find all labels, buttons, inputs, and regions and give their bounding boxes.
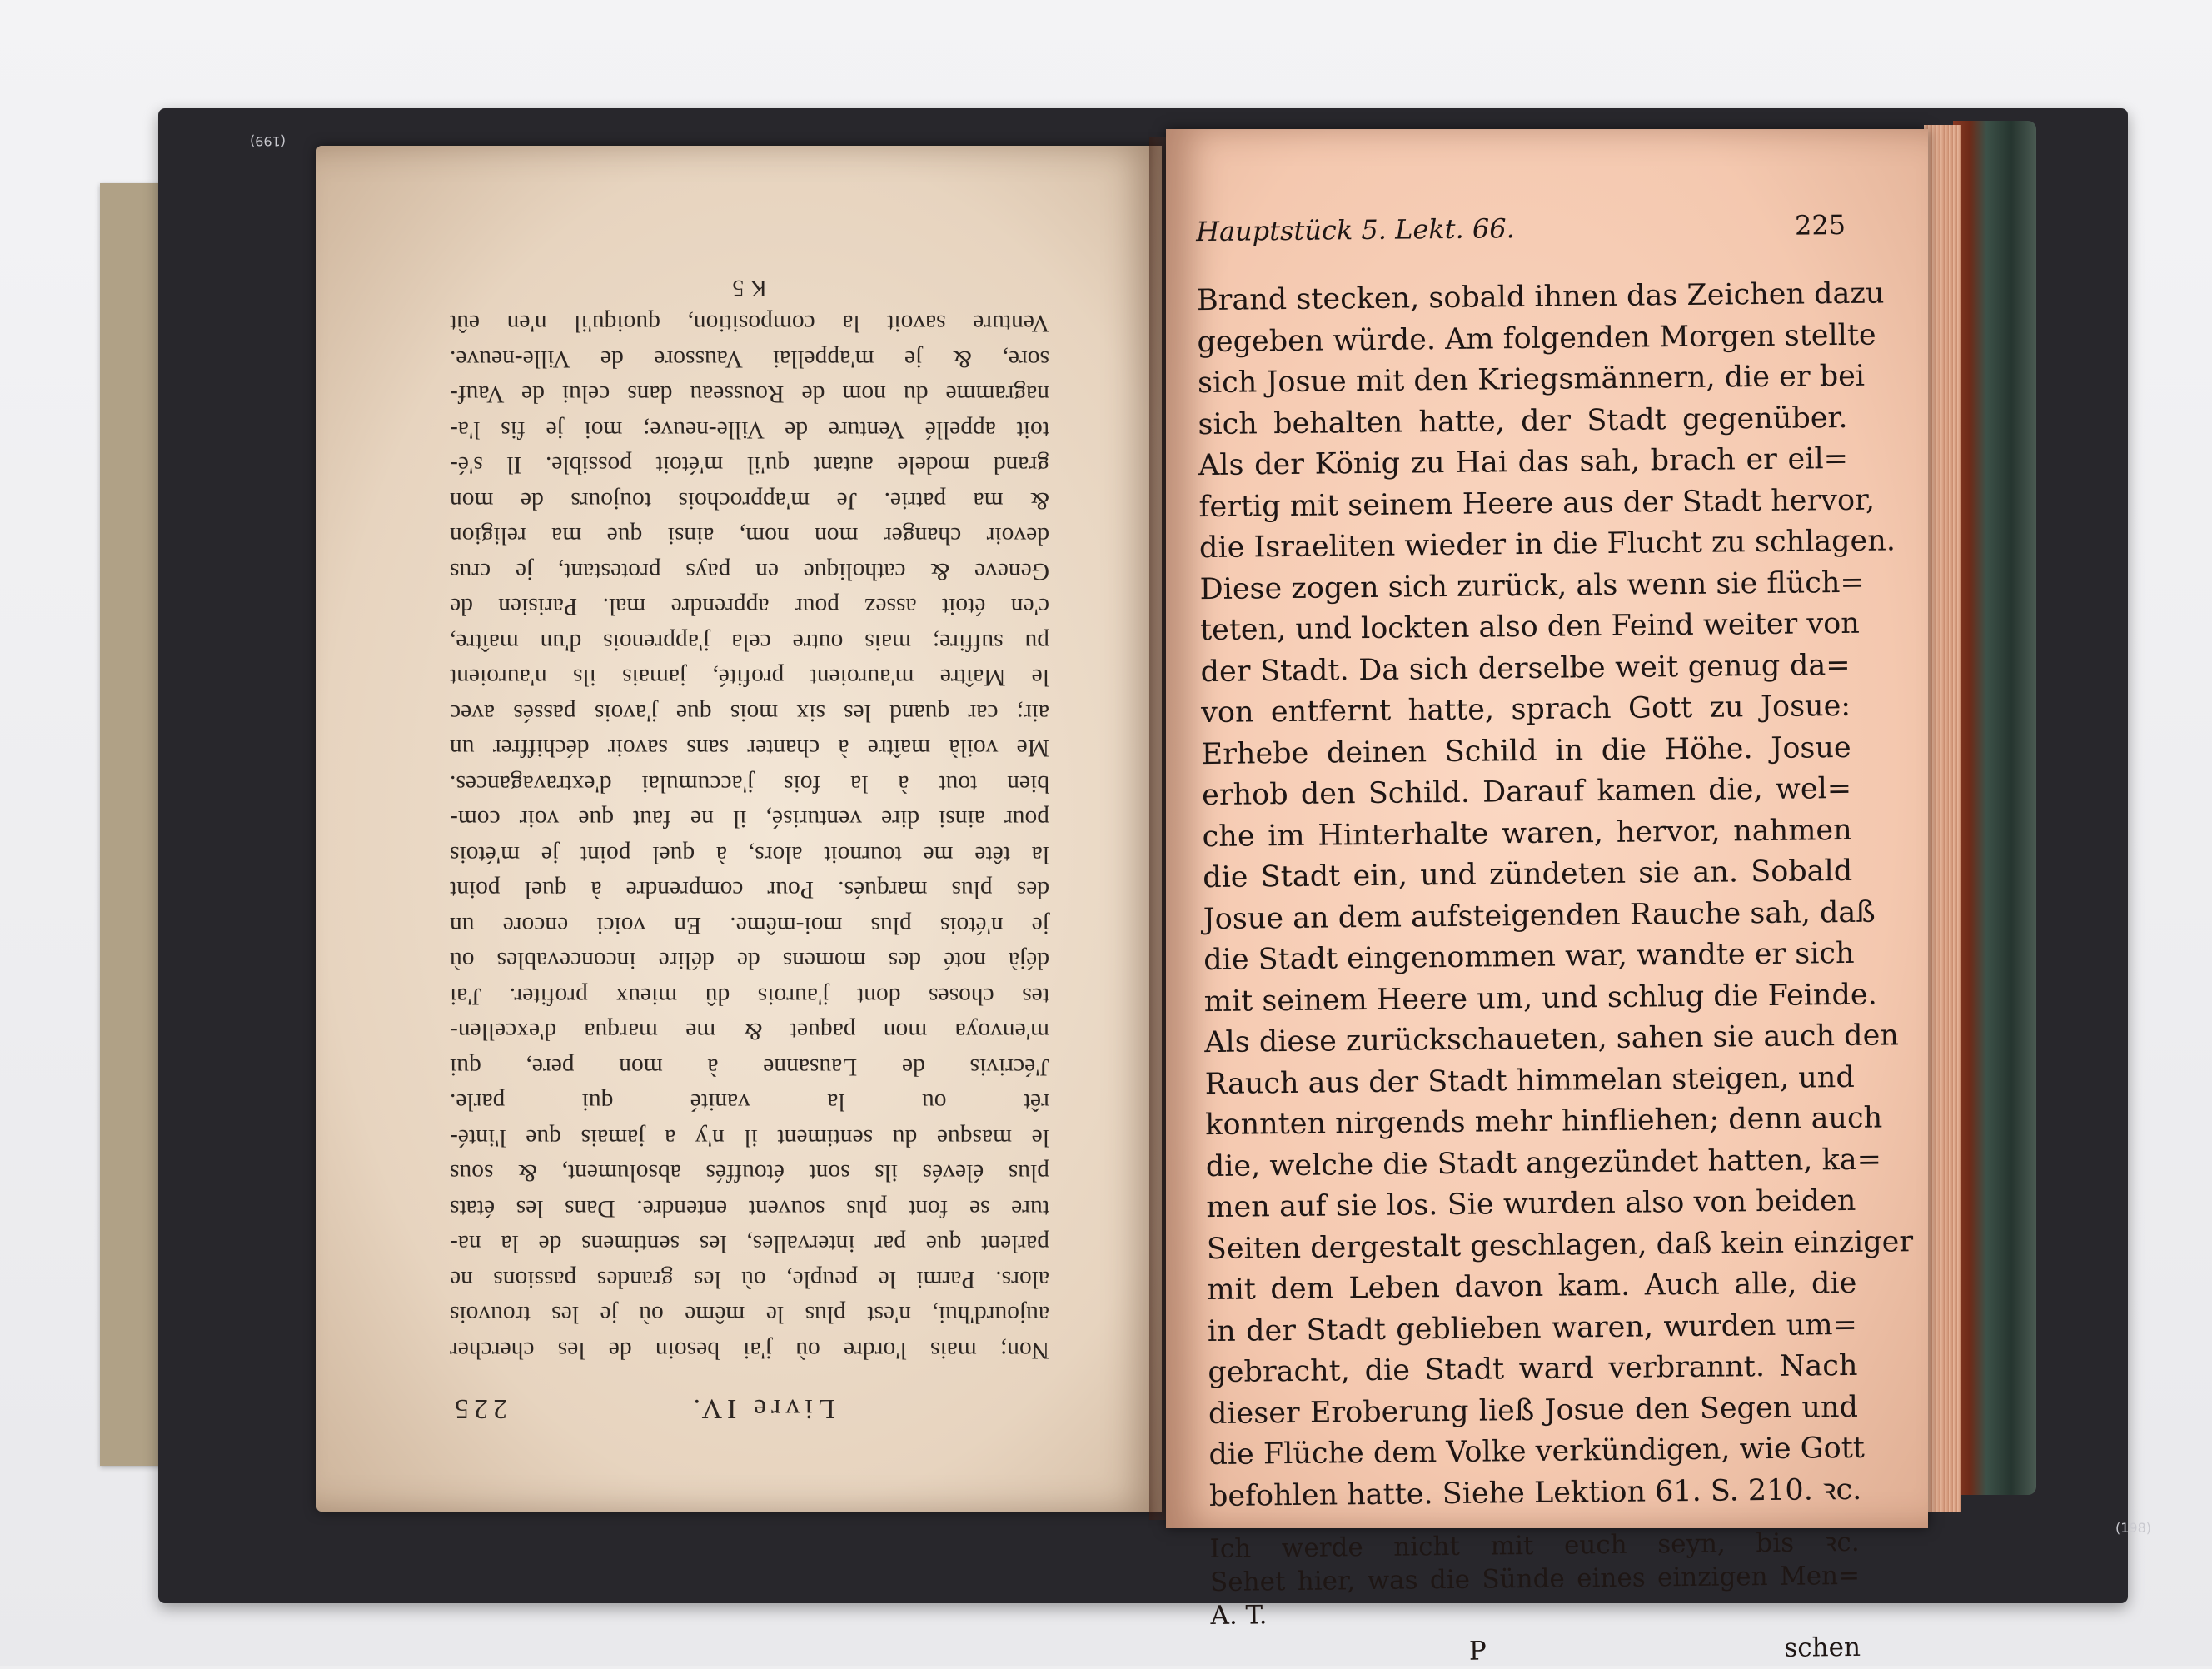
text-line: déjà noté des momens de délire inconcevables où: [450, 947, 1049, 974]
right-page: [1166, 129, 1928, 1667]
text-line: sich Josue mit den Kriegsmännern, die er bei: [1197, 359, 1866, 401]
text-line: che im Hinterhalte waren, hervor, nahmen: [1202, 813, 1852, 854]
text-line: & ma patrie. Je m'approchois toujours de mon: [450, 487, 1049, 514]
text-line: pu suffire; mais outre cela j'apprenois d'un maître,: [450, 629, 1049, 655]
text-line: grand modele autant qu'il m'étoit possible. Il s'é-: [450, 451, 1049, 479]
right-page-signature-mark: P: [1468, 1636, 1487, 1667]
text-line: la tête me tournoit alors, à quel point je m'étois: [450, 841, 1049, 868]
text-line: Geneve & catholique en pays protestant, je crus: [450, 558, 1049, 585]
text-line: Josue an dem aufsteigenden Rauche sah, daß: [1203, 895, 1876, 936]
text-line: von entfernt hatte, sprach Gott zu Josue:: [1200, 689, 1851, 730]
text-line: air; car quand les six mois que j'avois passés avec: [450, 700, 1049, 726]
text-line: teten, und lockten also den Feind weiter von: [1199, 606, 1860, 648]
text-line: Als der König zu Hai das sah, brach er eil=: [1198, 441, 1849, 483]
text-line: Venture savoit la composition, quoiqu'il n'en eût: [450, 310, 1049, 337]
left-page-signature-mark: K 5: [732, 275, 767, 301]
text-line: devoir changer mon nom, ainsi que ma religion: [450, 522, 1049, 550]
text-line: Als diese zurückschaueten, sahen sie auch den: [1204, 1019, 1900, 1060]
text-line: Seiten dergestalt geschlagen, daß kein einziger: [1206, 1224, 1914, 1266]
text-line: des plus marqués. Pour comprendre à quel point: [450, 876, 1049, 904]
text-line: je n'étois plus moi-même. En voici encore un: [450, 912, 1049, 939]
footnote-line: Ich werde nicht mit euch seyn, bis ꝛc.: [1209, 1527, 1860, 1565]
text-line: ture se font plus souvent entendre. Dans les états: [450, 1195, 1049, 1222]
left-page-body: [450, 306, 1049, 1368]
outer-right-folio: (198): [2115, 1520, 2152, 1536]
text-line: der Stadt. Da sich derselbe weit genug da=: [1200, 648, 1851, 689]
text-line: aujourd'hui, n'est plus le même où je les trouvois: [450, 1301, 1049, 1328]
right-page-number: 225: [1794, 208, 1846, 242]
text-line: parlent que par intervalles, les sentimens de la na-: [450, 1230, 1049, 1258]
left-page-number: 225: [450, 1393, 507, 1424]
text-line: die Stadt ein, und zündeten sie an. Sobald: [1203, 854, 1853, 895]
left-page-text: [450, 275, 1049, 1424]
text-line: dieser Eroberung ließ Josue den Segen und: [1208, 1390, 1859, 1431]
text-line: fertig mit seinem Heere aus der Stadt hervor,: [1198, 483, 1876, 524]
left-page: [316, 146, 1162, 1512]
right-page-body: [1196, 274, 1914, 1517]
text-line: bien tout à la fois j'accumulai d'extravagances.: [450, 770, 1049, 797]
outer-left-folio: (199): [250, 133, 286, 149]
text-line: c'en étoit assez pour apprendre mal. Parisien de: [450, 593, 1049, 620]
text-line: Brand stecken, sobald ihnen das Zeichen dazu: [1196, 277, 1885, 318]
footnote-line: A. T.: [1210, 1600, 1268, 1632]
text-line: tes choses dont j'aurois dû mieux profiter. J'ai: [450, 983, 1049, 1009]
page-edges: [1924, 125, 1961, 1512]
text-line: Me voilà maître à chanter sans savoir déchiffrer un: [450, 735, 1049, 762]
text-line: le masque du sentiment il n'y a jamais que l'inté-: [450, 1124, 1049, 1151]
right-page-header: [1196, 209, 1846, 247]
left-page-running-title: Livre IV.: [688, 1393, 835, 1424]
text-line: mit seinem Heere um, und schlug die Feinde.: [1203, 978, 1877, 1019]
text-line: befohlen hatte. Siehe Lektion 61. S. 210. ꝛc.: [1208, 1472, 1862, 1513]
text-line: konnten nirgends mehr hinfliehen; denn auch: [1205, 1101, 1883, 1143]
text-line: nagramme du nom de Rousseau dans celui de Vauf-: [450, 381, 1049, 408]
text-line: pour ainsi dire venturisé, il ne faut que voir com-: [450, 805, 1049, 833]
text-line: toit appellé Venture de Ville-neuve; moi je fis l'a-: [450, 416, 1049, 443]
text-line: rêt ou la vanité qui parle.: [450, 1089, 1049, 1116]
text-line: mit dem Leben davon kam. Auch alle, die: [1207, 1266, 1857, 1308]
footnote-line: Sehet hier, was die Sünde eines einzigen Men=: [1209, 1560, 1861, 1598]
text-line: gebracht, die Stadt ward verbrannt. Nach: [1208, 1348, 1858, 1390]
text-line: erhob den Schild. Darauf kamen die, wel=: [1201, 771, 1852, 813]
text-line: Non; mais l'ordre où j'ai besoin de les chercher: [450, 1337, 1049, 1363]
right-page-text: [1195, 208, 1914, 1669]
text-line: men auf sie los. Sie wurden also von beiden: [1206, 1183, 1856, 1225]
text-line: sore, & je m'appellai Vaussore de Ville-neuve.: [450, 346, 1049, 372]
right-page-running-title: Hauptstück 5. Lekt. 66.: [1195, 212, 1515, 248]
left-page-header: [450, 1392, 1049, 1424]
right-page-footnote: [1209, 1526, 1860, 1632]
photographed-book: [300, 121, 2040, 1667]
text-line: sich behalten hatte, der Stadt gegenüber.: [1198, 401, 1848, 441]
text-line: die Stadt eingenommen war, wandte er sich: [1203, 936, 1855, 978]
text-line: die, welche die Stadt angezündet hatten, ka=: [1205, 1143, 1882, 1183]
book-cover-board: [1953, 121, 2036, 1495]
text-line: in der Stadt geblieben waren, wurden um=: [1207, 1308, 1858, 1348]
text-line: die Flüche dem Volke verkündigen, wie Gott: [1208, 1431, 1866, 1472]
text-line: J'écrivis de Lausanne à mon pere, qui: [450, 1054, 1049, 1080]
text-line: plus élevés ils sont étouffés absolument, & sous: [450, 1159, 1049, 1187]
right-page-catchword: schen: [1784, 1632, 1861, 1663]
text-line: die Israeliten wieder in die Flucht zu schlagen.: [1198, 524, 1896, 565]
text-line: le Maître m'auroient profité, jamais ils n'auroient: [450, 664, 1049, 691]
text-line: Rauch aus der Stadt himmelan steigen, und: [1204, 1060, 1855, 1101]
text-line: Diese zogen sich zurück, als wenn sie flüch=: [1199, 565, 1865, 606]
text-line: Erhebe deinen Schild in die Höhe. Josue: [1201, 730, 1851, 771]
text-line: alors. Parmi le peuple, où les grandes passions ne: [450, 1266, 1049, 1293]
text-line: gegeben würde. Am folgenden Morgen stellte: [1197, 318, 1876, 359]
text-line: m'envoya mon paquet & me marqua d'excellen-: [450, 1018, 1049, 1045]
